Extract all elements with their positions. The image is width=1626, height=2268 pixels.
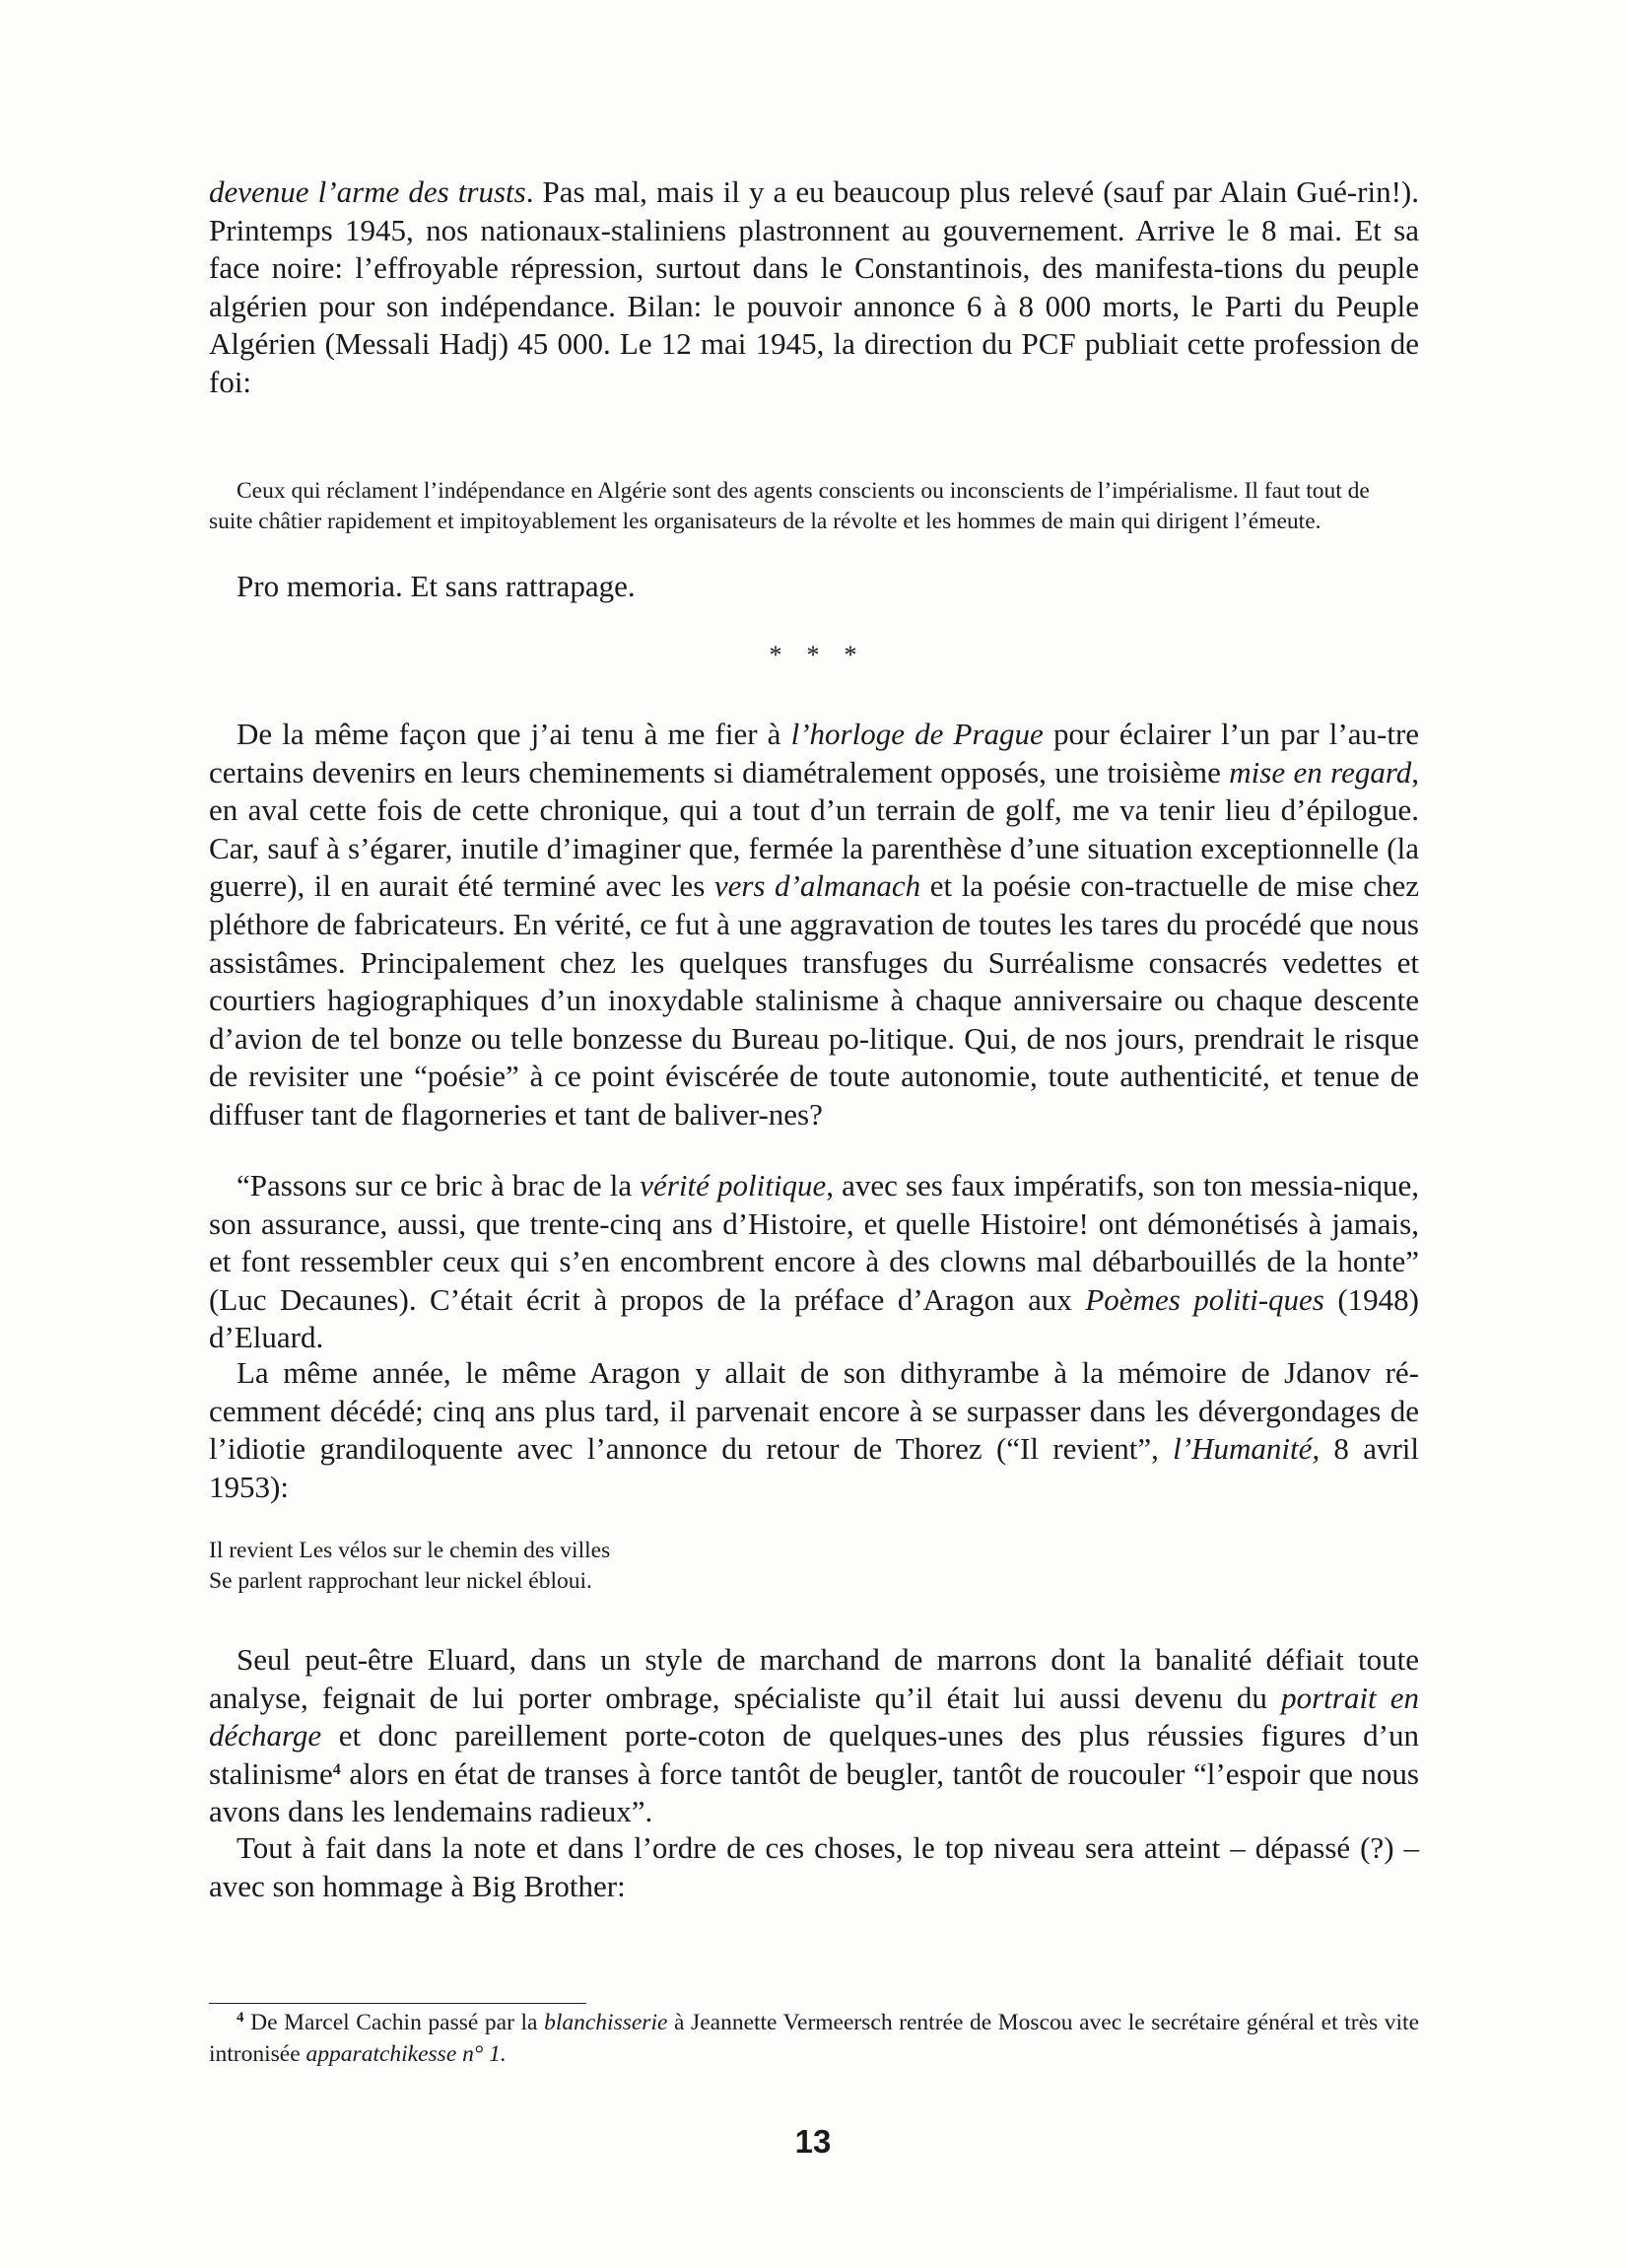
paragraph-6 [209, 1641, 1419, 1831]
paragraph-text: alors en état de transes à force tantôt de beugler, tantôt de roucouler “l’espoir que nous avons dans les lendemains radieux”. [209, 1755, 1419, 1829]
paragraph-7: Tout à fait dans la note et dans l’ordre de ces choses, le top niveau sera atteint – dépassé (?) – avec son hommage à Big Brother: [209, 1830, 1419, 1903]
emphasis: mise en regard [1229, 754, 1412, 790]
emphasis: l’Humanité, [1173, 1431, 1321, 1467]
paragraph-3 [209, 716, 1419, 1134]
emphasis: blanchisserie [544, 2010, 668, 2035]
paragraph-text: et donc pareillement porte-coton de quelques-unes des plus réussies figures d’un stalinisme [209, 1718, 1419, 1791]
separator-star: * [806, 641, 820, 669]
separator-star: * [844, 641, 857, 669]
paragraph-text: pour éclairer l’un par l’au-tre certains devenirs en leurs cheminements si diamétralement opposés, une troisième [209, 717, 1420, 790]
page-number: 13 [794, 2123, 832, 2160]
emphasis: vers d’almanach [713, 868, 921, 904]
footnote-divider [209, 2003, 586, 2004]
poem-line: Il revient Les vélos sur le chemin des villes [209, 1538, 611, 1563]
paragraph-text: “Passons sur ce bric à brac de la [237, 1168, 641, 1203]
paragraph-5 [209, 1354, 1419, 1506]
poem-quote [209, 1536, 1419, 1597]
emphasis: apparatchikesse n° 1. [305, 2041, 507, 2067]
paragraph-text: De la même façon que j’ai tenu à me fier à [237, 717, 791, 751]
paragraph-text: Seul peut-être Eluard, dans un style de marchand de marrons dont la banalité défiait toute analyse, feignait de lui porter ombrage, spécialiste qu’il était lui aussi devenu du [209, 1642, 1419, 1715]
paragraph-text: (1948) d’Eluard. [209, 1281, 1419, 1355]
paragraph-1 [209, 173, 1419, 402]
paragraph-text: et la poésie con-tractuelle de mise chez pléthore de fabricateurs. En vérité, ce fut à une aggravation de toutes les tares du procédé que nous assistâmes. Principalement chez les quelques transfuges du Surréalisme consacrés vedettes et courtiers hagiographiques d’un inoxydable stalinisme à chaque anniversaire ou chaque descente d’avion de tel bonze ou telle bonzesse du Bureau po-litique. Qui, de nos jours, prendrait le risque de revisiter une “poésie” à ce point éviscérée de toute autonomie, toute authenticité, et tenue de diffuser tant de flagorneries et tant de baliver-nes? [209, 868, 1419, 1132]
separator-star: * [769, 641, 782, 669]
paragraph-text: 8 avril 1953): [209, 1431, 1419, 1504]
emphasis: l’horloge de Prague [790, 717, 1044, 751]
footnote-number: 4 [237, 2010, 244, 2026]
footnote [209, 2007, 1419, 2070]
footnote-text: à Jeannette Vermeersch rentrée de Moscou avec le secrétaire général et très vite intronisée [209, 2010, 1420, 2067]
emphasis: portrait en décharge [209, 1680, 1419, 1753]
paragraph-text: , en aval cette fois de cette chronique, qui a tout d’un terrain de golf, me va tenir lieu d’épilogue. Car, sauf à s’égarer, inutile d’imaginer que, fermée la parenthèse d’une situation exceptionnelle (la guerre), il en aurait été terminé avec les [209, 754, 1419, 904]
section-separator [0, 641, 1626, 670]
paragraph-text: . Pas mal, mais il y a eu beaucoup plus relevé (sauf par Alain Gué-rin!). Printemps 1945, nos nationaux-staliniens plastronnent au gouvernement. Arrive le 8 mai. Et sa face noire: l’effroyable répression, surtout dans le Constantinois, des manifesta-tions du peuple algérien pour son indépendance. Bilan: le pouvoir annonce 6 à 8 000 morts, le Parti du Peuple Algérien (Messali Hadj) 45 000. Le 12 mai 1945, la direction du PCF publiait cette profession de foi: [209, 174, 1419, 399]
poem-line: Se parlent rapprochant leur nickel ébloui. [209, 1568, 592, 1594]
block-quote-pcf: Ceux qui réclament l’indépendance en Algérie sont des agents conscients ou inconscients de l’impérialisme. Il faut tout de suite châtier rapidement et impitoyablement les organisateurs de la révolte et les hommes de main qui dirigent l’émeute. [209, 478, 1370, 534]
emphasis: vérité politique [640, 1168, 827, 1203]
footnote-reference: 4 [332, 1760, 341, 1778]
emphasis: devenue l’arme des trusts [209, 174, 526, 209]
paragraph-text: La même année, le même Aragon y allait de son dithyrambe à la mémoire de Jdanov ré-cemment décédé; cinq ans plus tard, il parvenait encore à se surpasser dans les dévergondages de l’idiotie grandiloquente avec l’annonce du retour de Thorez (“Il revient”, [209, 1355, 1419, 1467]
paragraph-2: Pro memoria. Et sans rattrapage. [237, 569, 636, 603]
paragraph-4 [209, 1167, 1419, 1357]
footnote-text: De Marcel Cachin passé par la [243, 2010, 545, 2035]
paragraph-text: , avec ses faux impératifs, son ton messia-nique, son assurance, aussi, que trente-cinq ans d’Histoire, et quelle Histoire! ont démonétisés à jamais, et font ressembler ceux qui s’en encombrent encore à des clowns mal débarbouillés de la honte” (Luc Decaunes). C’était écrit à propos de la préface d’Aragon aux [209, 1168, 1419, 1317]
emphasis: Poèmes politi-ques [1085, 1281, 1324, 1317]
